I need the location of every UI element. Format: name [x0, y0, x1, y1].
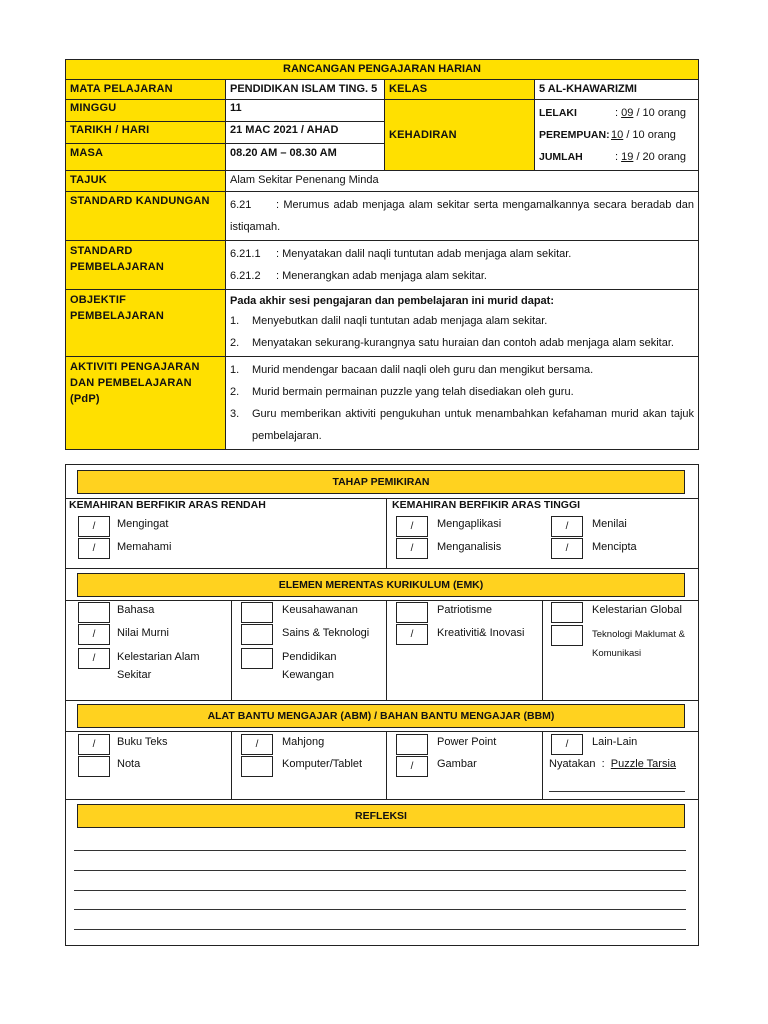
- refleksi-title: REFLEKSI: [77, 804, 685, 828]
- tajuk-label: TAJUK: [66, 171, 226, 192]
- kbar-rendah-title: KEMAHIRAN BERFIKIR ARAS RENDAH: [69, 499, 266, 511]
- komputer-tablet-checkbox[interactable]: [241, 756, 273, 777]
- kehadiran-perempuan: PEREMPUAN: 10 / 10 orang: [539, 124, 694, 146]
- nilai-murni-label: Nilai Murni: [117, 627, 169, 639]
- nyatakan-label: Nyatakan : Puzzle Tarsia: [549, 758, 677, 770]
- abm-title: ALAT BANTU MENGAJAR (ABM) / BAHAN BANTU MENGAJAR (BBM): [77, 704, 685, 728]
- refleksi-line[interactable]: [74, 929, 686, 930]
- keusahawanan-checkbox[interactable]: [241, 602, 273, 623]
- tmk-checkbox[interactable]: [551, 625, 583, 646]
- standard-kandungan-value: 6.21 : Merumus adab menjaga alam sekitar serta mengamalkannya secara beradab dan istiqamah.: [226, 192, 699, 241]
- kelestarian-alam-checkbox[interactable]: /: [78, 648, 110, 669]
- objektif-list: [230, 310, 694, 354]
- menganalisis-checkbox[interactable]: /: [396, 538, 428, 559]
- refleksi-line[interactable]: [74, 909, 686, 910]
- pendidikan-kewangan-label: Pendidikan Kewangan: [282, 651, 337, 681]
- kehadiran-label: KEHADIRAN: [385, 100, 535, 171]
- sp-item: 6.21.2 : Menerangkan adab menjaga alam sekitar.: [230, 270, 487, 282]
- kbat-tinggi-title: KEMAHIRAN BERFIKIR ARAS TINGGI: [392, 499, 581, 511]
- kelas-label: KELAS: [385, 80, 535, 100]
- minggu-value: 11: [226, 100, 385, 122]
- menilai-checkbox[interactable]: /: [551, 516, 583, 537]
- buku-teks-label: Buku Teks: [117, 736, 168, 748]
- divider: [66, 799, 698, 800]
- divider: [66, 731, 698, 732]
- mahjong-checkbox[interactable]: /: [241, 734, 273, 755]
- list-item: 2. Murid bermain permainan puzzle yang telah disediakan oleh guru.: [230, 386, 574, 398]
- minggu-label: MINGGU: [66, 100, 226, 122]
- perempuan-hadir: 10: [611, 129, 624, 141]
- kreativiti-inovasi-label: Kreativiti& Inovasi: [437, 627, 525, 639]
- list-item: 3. Guru memberikan aktiviti pengukuhan untuk menambahkan kefahaman murid akan tajuk pembelajaran.: [230, 408, 695, 442]
- nota-label: Nota: [117, 758, 141, 770]
- kelas-value: 5 AL-KHAWARIZMI: [535, 80, 699, 100]
- bahasa-checkbox[interactable]: [78, 602, 110, 623]
- power-point-label: Power Point: [437, 736, 497, 748]
- divider: [542, 731, 543, 799]
- divider: [386, 731, 387, 799]
- list-item: 2. Menyatakan sekurang-kurangnya satu huraian dan contoh adab menjaga alam sekitar.: [230, 337, 674, 349]
- refleksi-line[interactable]: [74, 850, 686, 851]
- nyatakan-line: [549, 791, 685, 792]
- menganalisis-label: Menganalisis: [437, 541, 502, 553]
- nyatakan-value[interactable]: Puzzle Tarsia: [610, 758, 677, 770]
- lain-lain-label: Lain-Lain: [592, 736, 638, 748]
- checklist-box: [65, 464, 699, 946]
- sains-teknologi-label: Sains & Teknologi: [282, 627, 370, 639]
- masa-label: MASA: [66, 144, 226, 171]
- divider: [66, 600, 698, 601]
- mengingat-label: Mengingat: [117, 518, 169, 530]
- gambar-label: Gambar: [437, 758, 477, 770]
- mencipta-checkbox[interactable]: /: [551, 538, 583, 559]
- mengaplikasi-label: Mengaplikasi: [437, 518, 502, 530]
- kelestarian-global-label: Kelestarian Global: [592, 604, 682, 616]
- mengaplikasi-checkbox[interactable]: /: [396, 516, 428, 537]
- patriotisme-label: Patriotisme: [437, 604, 493, 616]
- page-title: RANCANGAN PENGAJARAN HARIAN: [66, 60, 699, 80]
- standard-pembelajaran-value: [226, 241, 699, 290]
- tahap-pemikiran-title: TAHAP PEMIKIRAN: [77, 470, 685, 494]
- memahami-label: Memahami: [117, 541, 172, 553]
- menilai-label: Menilai: [592, 518, 627, 530]
- divider: [66, 568, 698, 569]
- lain-lain-checkbox[interactable]: /: [551, 734, 583, 755]
- refleksi-line[interactable]: [74, 870, 686, 871]
- divider: [386, 498, 387, 568]
- buku-teks-checkbox[interactable]: /: [78, 734, 110, 755]
- komputer-tablet-label: Komputer/Tablet: [282, 758, 363, 770]
- kehadiran-panel: [535, 100, 699, 171]
- sp-item: 6.21.1 : Menyatakan dalil naqli tuntutan adab menjaga alam sekitar.: [230, 248, 572, 260]
- masa-value: 08.20 AM – 08.30 AM: [226, 144, 385, 171]
- objektif-label: OBJEKTIF PEMBELAJARAN: [66, 290, 226, 357]
- standard-kandungan-label: STANDARD KANDUNGAN: [66, 192, 226, 241]
- divider: [386, 600, 387, 700]
- mencipta-label: Mencipta: [592, 541, 637, 553]
- aktiviti-list: [230, 359, 694, 447]
- gambar-checkbox[interactable]: /: [396, 756, 428, 777]
- divider: [231, 731, 232, 799]
- mata-pelajaran-label: MATA PELAJARAN: [66, 80, 226, 100]
- bahasa-label: Bahasa: [117, 604, 155, 616]
- divider: [66, 700, 698, 701]
- jumlah-hadir: 19: [621, 151, 634, 163]
- kreativiti-inovasi-checkbox[interactable]: /: [396, 624, 428, 645]
- kelestarian-global-checkbox[interactable]: [551, 602, 583, 623]
- tajuk-value: Alam Sekitar Penenang Minda: [226, 171, 699, 192]
- tmk-label: Teknologi Maklumat & Komunikasi: [592, 629, 685, 659]
- tarikh-label: TARIKH / HARI: [66, 122, 226, 144]
- list-item: 1. Menyebutkan dalil naqli tuntutan adab menjaga alam sekitar.: [230, 315, 548, 327]
- refleksi-line[interactable]: [74, 890, 686, 891]
- objektif-value: [226, 290, 699, 357]
- emk-title: ELEMEN MERENTAS KURIKULUM (EMK): [77, 573, 685, 597]
- mahjong-label: Mahjong: [282, 736, 325, 748]
- aktiviti-label: AKTIVITI PENGAJARAN DAN PEMBELAJARAN (PdP): [66, 357, 226, 450]
- pendidikan-kewangan-checkbox[interactable]: [241, 648, 273, 669]
- lelaki-hadir: 09: [621, 107, 634, 119]
- list-item: 1. Murid mendengar bacaan dalil naqli oleh guru dan mengikut bersama.: [230, 364, 594, 376]
- memahami-checkbox[interactable]: /: [78, 538, 110, 559]
- objektif-intro: Pada akhir sesi pengajaran dan pembelajaran ini murid dapat:: [230, 295, 554, 307]
- nota-checkbox[interactable]: [78, 756, 110, 777]
- tarikh-value: 21 MAC 2021 / AHAD: [226, 122, 385, 144]
- divider: [231, 600, 232, 700]
- kehadiran-lelaki: LELAKI : 09 / 10 orang: [539, 102, 694, 124]
- standard-pembelajaran-label: STANDARD PEMBELAJARAN: [66, 241, 226, 290]
- sains-teknologi-checkbox[interactable]: [241, 624, 273, 645]
- mengingat-checkbox[interactable]: /: [78, 516, 110, 537]
- power-point-checkbox[interactable]: [396, 734, 428, 755]
- mata-pelajaran-value: PENDIDIKAN ISLAM TING. 5: [226, 80, 385, 100]
- keusahawanan-label: Keusahawanan: [282, 604, 358, 616]
- nilai-murni-checkbox[interactable]: /: [78, 624, 110, 645]
- kehadiran-jumlah: JUMLAH : 19 / 20 orang: [539, 146, 694, 168]
- rph-table: [65, 59, 699, 450]
- rph-table-wrapper: [65, 59, 698, 450]
- kelestarian-alam-label: Kelestarian Alam Sekitar: [117, 651, 200, 681]
- divider: [542, 600, 543, 700]
- aktiviti-value: [226, 357, 699, 450]
- patriotisme-checkbox[interactable]: [396, 602, 428, 623]
